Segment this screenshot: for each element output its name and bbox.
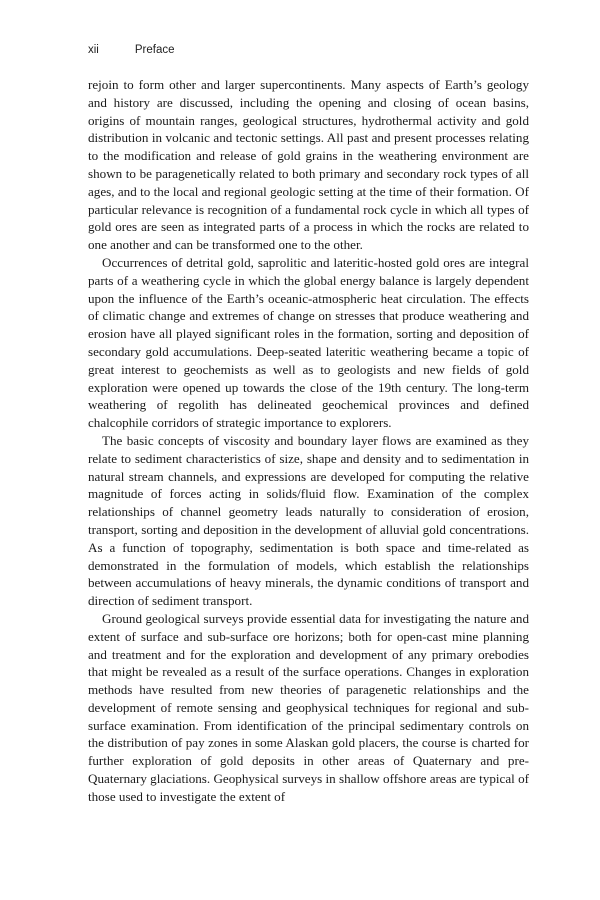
- paragraph: The basic concepts of viscosity and boundary layer flows are examined as they relate to sediment characteristics of size, shape and density and to sedimentation in natural stream channels, and expressions are developed for computing the relative magnitude of forces acting in solids/fluid flow. Examination of the complex relationships of channel geometry leads naturally to consideration of erosion, transport, sorting and deposition in the development of alluvial gold concentrations. As a function of topography, sedimentation is both space and time-related as demonstrated in the formulation of models, which establish the relationships between accumulations of heavy minerals, the dynamic conditions of transport and direction of sediment transport.: [88, 432, 529, 609]
- running-title: Preface: [134, 44, 175, 56]
- running-header: [88, 44, 175, 56]
- paragraph: Ground geological surveys provide essential data for investigating the nature and extent of surface and sub-surface ore horizons; both for open-cast mine planning and treatment and for the exploration and development of any primary orebodies that might be revealed as a result of the surface operations. Changes in exploration methods have resulted from new theories of paragenetic relationships and the development of remote sensing and geophysical techniques for regional and sub-surface examination. From identification of the principal sedimentary controls on the distribution of pay zones in some Alaskan gold placers, the course is charted for further exploration of gold deposits in other areas of Quaternary and pre-Quaternary glaciations. Geophysical surveys in shallow offshore areas are typical of those used to investigate the extent of: [88, 610, 529, 804]
- paragraph: Occurrences of detrital gold, saprolitic and lateritic-hosted gold ores are integral parts of a weathering cycle in which the global energy balance is largely dependent upon the influence of the Earth’s oceanic-atmospheric heat circulation. The effects of climatic change and extremes of change on stresses that produce weathering and erosion have all played significant roles in the formation, sorting and deposition of secondary gold accumulations. Deep-seated lateritic weathering became a topic of great interest to geochemists as well as to geologists and new fields of gold exploration were opened up towards the close of the 19th century. The long-term weathering of regolith has delineated geochemical provinces and defined chalcophile corridors of strategic importance to explorers.: [88, 254, 529, 431]
- body-text: [88, 76, 529, 806]
- page-number: xii: [88, 44, 99, 56]
- paragraph: rejoin to form other and larger supercontinents. Many aspects of Earth’s geology and history are discussed, including the opening and closing of ocean basins, origins of mountain ranges, geological structures, hydrothermal activity and gold distribution in volcanic and tectonic settings. All past and present processes relating to the modification and release of gold grains in the weathering environment are shown to be paragenetically related to both primary and secondary rock types of all ages, and to the local and regional geologic setting at the time of their formation. Of particular relevance is recognition of a fundamental rock cycle in which all types of gold ores are seen as integrated parts of a process in which the rocks are related to one another and can be transformed one to the other.: [88, 77, 529, 253]
